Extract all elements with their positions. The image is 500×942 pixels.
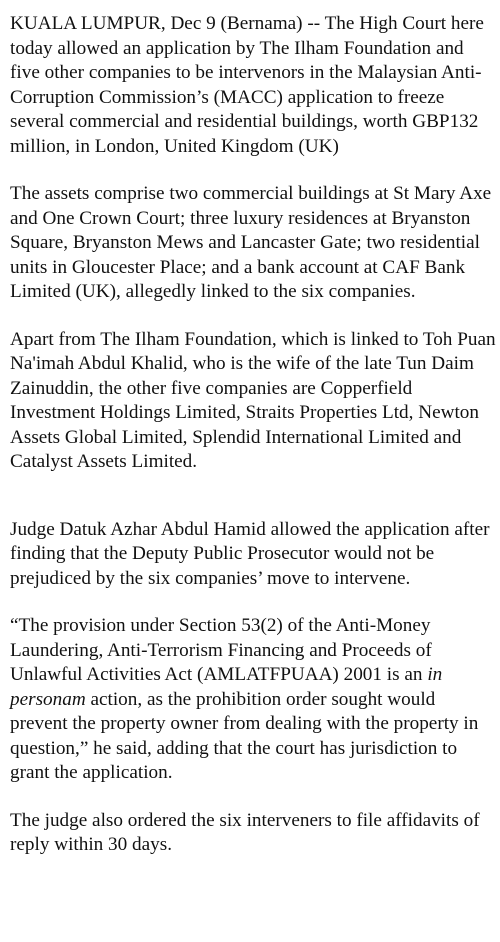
- quote-text-before: “The provision under Section 53(2) of the Anti-Money Laundering, Anti-Terrorism Financing and Proceeds of Unlawful Activities Act (AMLATFPUAA) 2001 is an: [10, 615, 432, 685]
- paragraph-assets: The assets comprise two commercial buildings at St Mary Axe and One Crown Court; three luxury residences at Bryanston Square, Bryanston Mews and Lancaster Gate; two residential units in Gloucester Place; and a bank account at CAF Bank Limited (UK), allegedly linked to the six companies.: [10, 183, 492, 302]
- paragraph-gap: [10, 498, 496, 518]
- paragraph-quote: [10, 614, 496, 786]
- paragraph-companies: Apart from The Ilham Foundation, which is linked to Toh Puan Na'imah Abdul Khalid, who is the wife of the late Tun Daim Zainuddin, the other five companies are Copperfield Investment Holdings Limited, Straits Properties Ltd, Newton Assets Global Limited, Splendid International Limited and Catalyst Assets Limited.: [10, 328, 496, 472]
- paragraph-judge-ruling: Judge Datuk Azhar Abdul Hamid allowed the application after finding that the Deputy Public Prosecutor would not be prejudiced by the six companies’ move to intervene.: [10, 518, 490, 589]
- article-body: [10, 12, 496, 881]
- quote-text-after: action, as the prohibition order sought would prevent the property owner from dealing with the property in question,” he said, adding that the court has jurisdiction to grant the application.: [10, 688, 479, 783]
- quote-italic-term: in personam: [10, 664, 443, 710]
- paragraph-closing: The judge also ordered the six interveners to file affidavits of reply within 30 days.: [10, 809, 480, 855]
- paragraph-lead: KUALA LUMPUR, Dec 9 (Bernama) -- The High Court here today allowed an application by The Ilham Foundation and five other companies to be intervenors in the Malaysian Anti-Corruption Commission’s (MACC) application to freeze several commercial and residential buildings, worth GBP132 million, in London, United Kingdom (UK): [10, 13, 484, 157]
